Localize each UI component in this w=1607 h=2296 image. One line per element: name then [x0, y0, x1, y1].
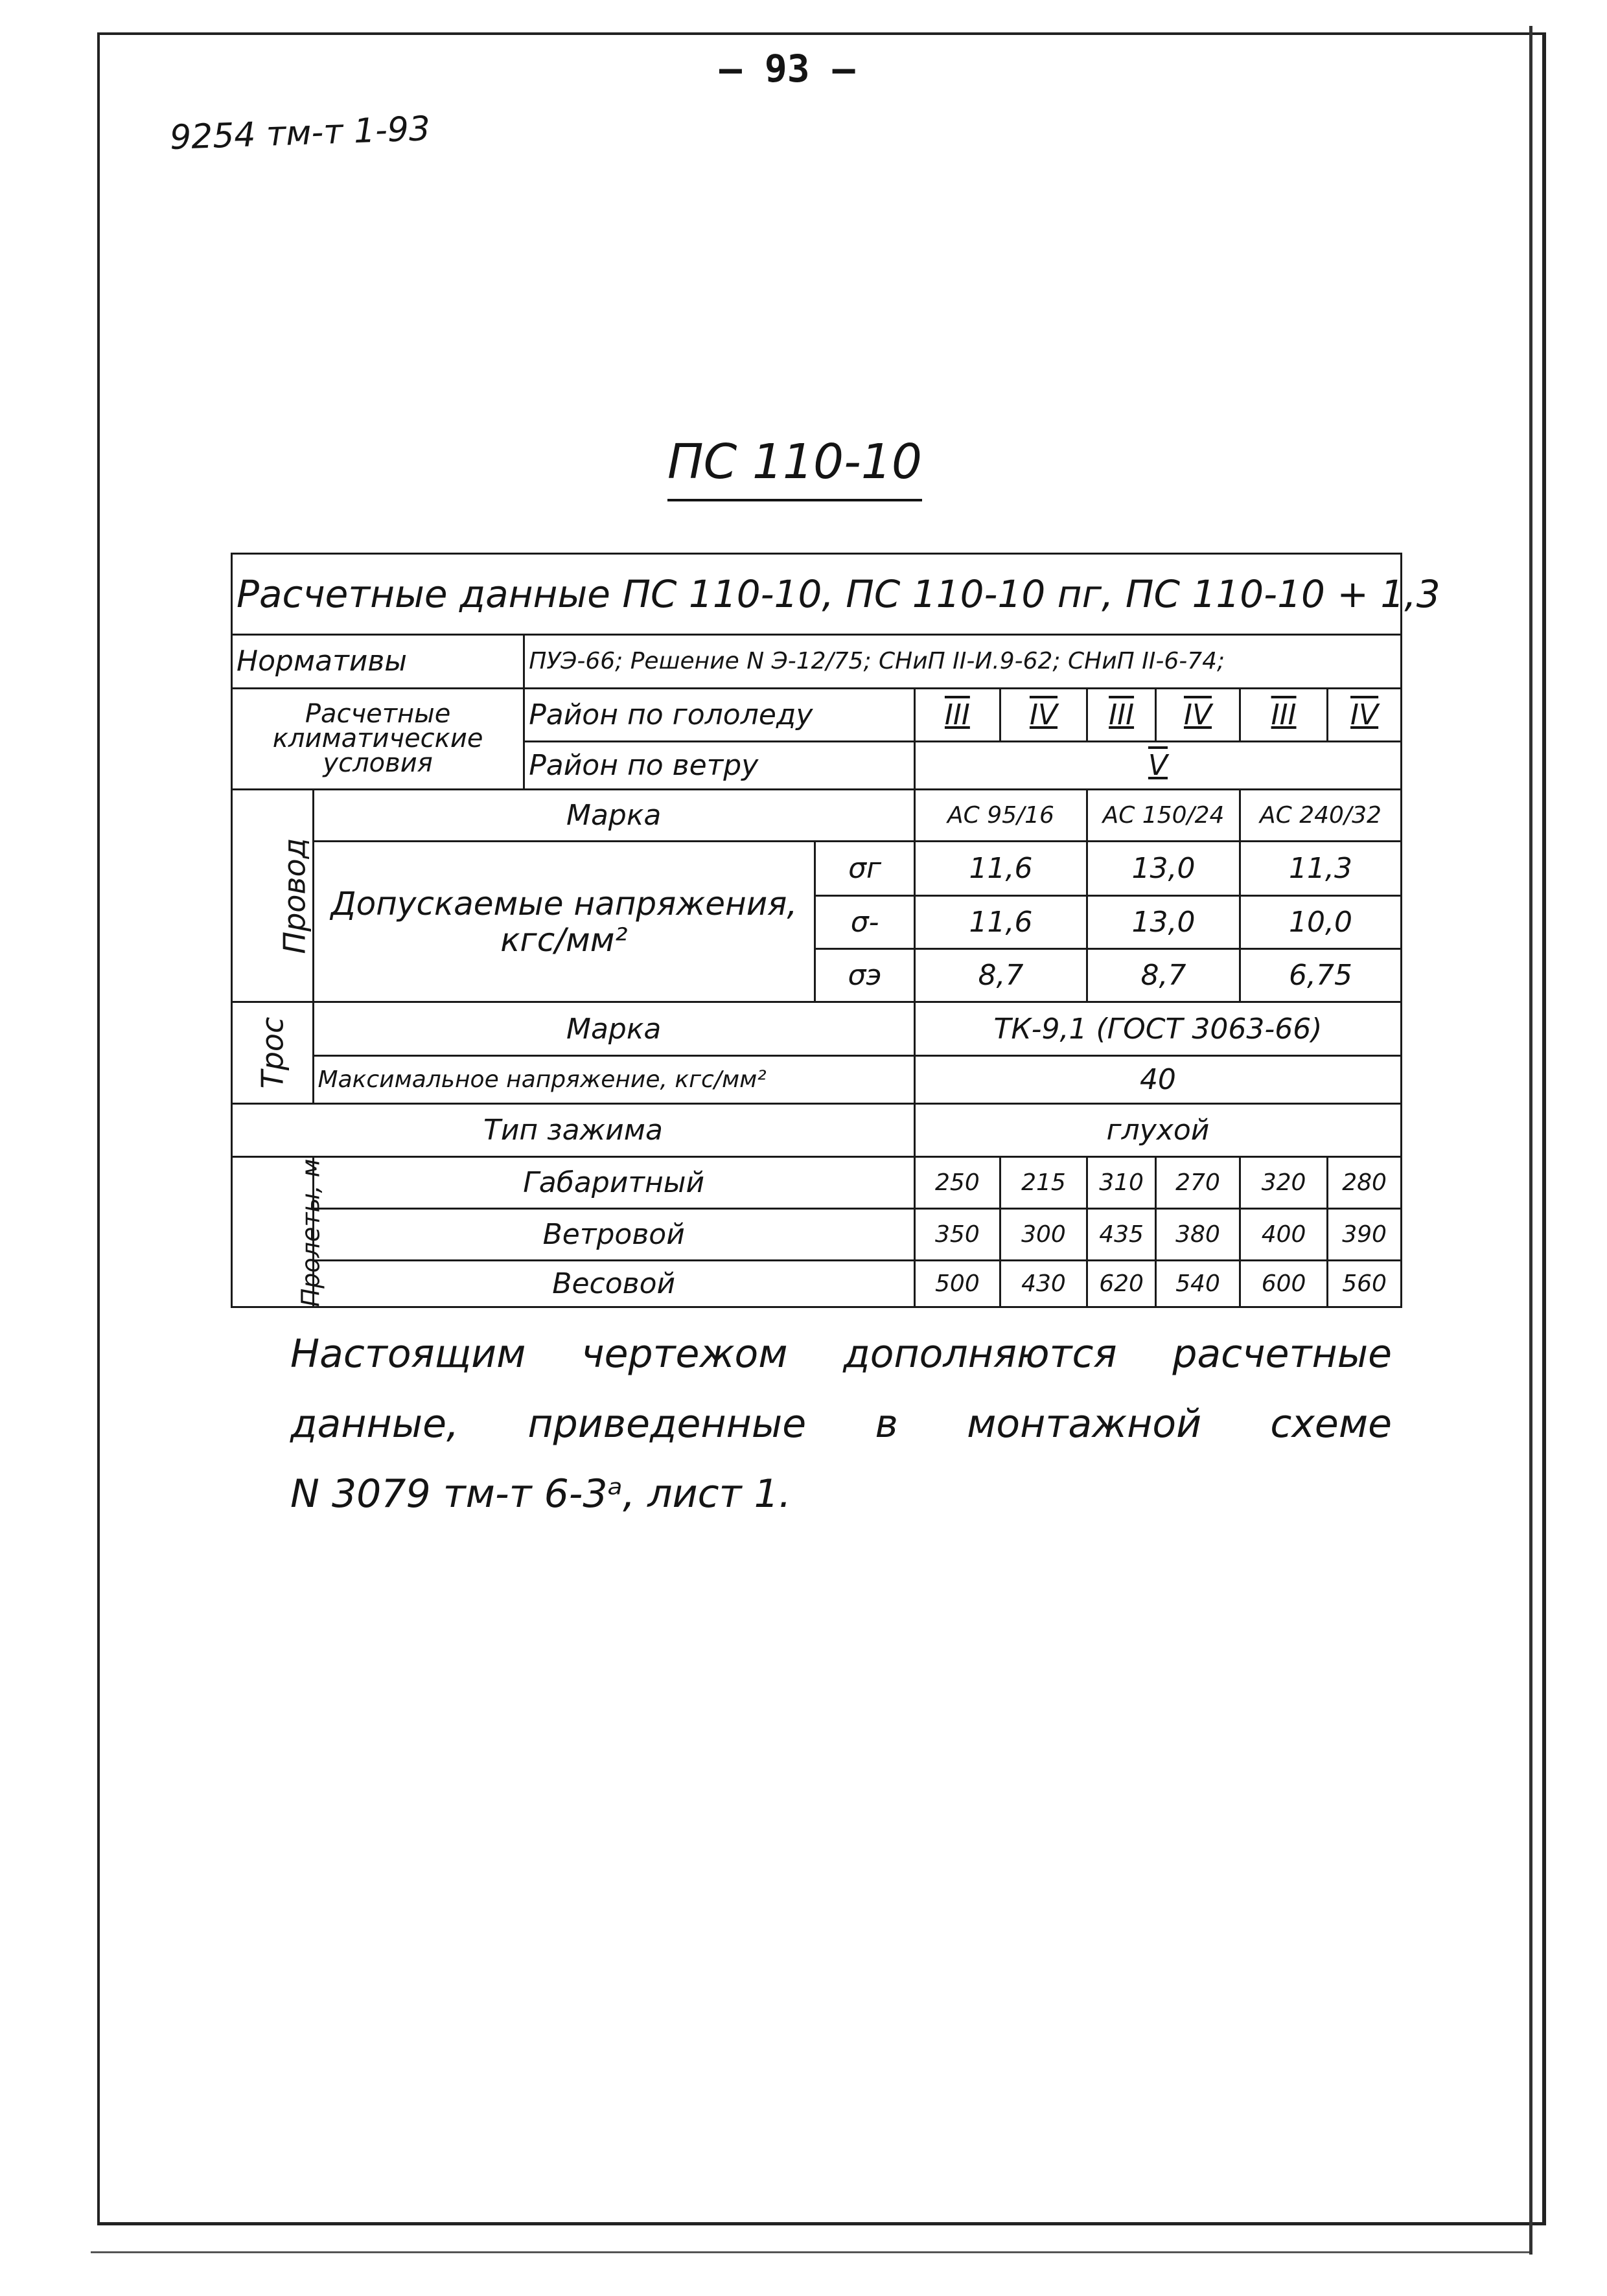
- span-value: 540: [1156, 1261, 1240, 1307]
- ice-region-cell: III: [1087, 688, 1156, 741]
- note-line: N 3079 тм-т 6-3ᵃ, лист 1.: [290, 1471, 791, 1517]
- span-row-label: Весовой: [313, 1261, 914, 1307]
- span-value: 560: [1328, 1261, 1402, 1307]
- norms-label: Нормативы: [232, 635, 524, 688]
- allowed-stress-label: Допускаемые напряжения, кгс/мм²: [313, 841, 815, 1002]
- table-heading: Расчетные данные ПС 110-10, ПС 110-10 пг, ПС 110-10 + 1,3: [232, 554, 1402, 635]
- sheet-edge-line: [1529, 26, 1532, 2255]
- cable-brand-label: Марка: [313, 1002, 914, 1055]
- stress-symbol: σэ: [815, 949, 915, 1002]
- span-value: 435: [1087, 1208, 1156, 1260]
- norms-value: ПУЭ-66; Решение N Э-12/75; СНиП II-И.9-62; СНиП II-6-74;: [524, 635, 1402, 688]
- span-value: 500: [914, 1261, 1000, 1307]
- clamp-type-label: Тип зажима: [232, 1103, 915, 1156]
- span-value: 280: [1328, 1156, 1402, 1208]
- span-row-label: Ветровой: [313, 1208, 914, 1260]
- sheet-bottom-rule: [91, 2251, 1529, 2253]
- sheet-title: ПС 110-10: [667, 434, 922, 501]
- span-value: 620: [1087, 1261, 1156, 1307]
- document-code: 9254 тм-т 1-93: [169, 109, 431, 157]
- span-value: 320: [1240, 1156, 1327, 1208]
- wire-group-label: Провод: [232, 789, 314, 1002]
- stress-value: 8,7: [1087, 949, 1240, 1002]
- spans-group-label: Пролеты, м: [232, 1156, 314, 1307]
- stress-value: 13,0: [1087, 896, 1240, 949]
- wind-region-value: V: [914, 741, 1401, 789]
- stress-value: 13,0: [1087, 841, 1240, 895]
- stress-value: 8,7: [914, 949, 1087, 1002]
- ice-region-cell: III: [1240, 688, 1327, 741]
- stress-value: 6,75: [1240, 949, 1401, 1002]
- wire-brand-cell: АС 240/32: [1240, 789, 1401, 841]
- span-row-label: Габаритный: [313, 1156, 914, 1208]
- ice-region-cell: IV: [1156, 688, 1240, 741]
- span-value: 215: [1000, 1156, 1087, 1208]
- stress-value: 10,0: [1240, 896, 1401, 949]
- span-value: 400: [1240, 1208, 1327, 1260]
- span-value: 270: [1156, 1156, 1240, 1208]
- page-number: – 93 –: [719, 47, 855, 91]
- stress-symbol: σг: [815, 841, 915, 895]
- span-value: 300: [1000, 1208, 1087, 1260]
- cable-brand-value: ТК-9,1 (ГОСТ 3063-66): [914, 1002, 1401, 1055]
- stress-value: 11,6: [914, 841, 1087, 895]
- span-value: 430: [1000, 1261, 1087, 1307]
- ice-region-cell: IV: [1000, 688, 1087, 741]
- design-data-table: [231, 553, 1440, 1308]
- wire-brand-cell: АС 150/24: [1087, 789, 1240, 841]
- explanatory-note: [290, 1319, 1392, 1529]
- ice-region-cell: IV: [1328, 688, 1402, 741]
- stress-value: 11,6: [914, 896, 1087, 949]
- clamp-type-value: глухой: [914, 1103, 1401, 1156]
- wire-brand-cell: АС 95/16: [914, 789, 1087, 841]
- max-stress-value: 40: [914, 1055, 1401, 1103]
- note-line: Настоящим чертежом дополняются расчетные: [290, 1331, 1392, 1377]
- span-value: 350: [914, 1208, 1000, 1260]
- span-value: 250: [914, 1156, 1000, 1208]
- span-value: 390: [1328, 1208, 1402, 1260]
- stress-value: 11,3: [1240, 841, 1401, 895]
- ice-region-cell: III: [914, 688, 1000, 741]
- ice-region-label: Район по гололеду: [524, 688, 915, 741]
- span-value: 380: [1156, 1208, 1240, 1260]
- cable-group-label: Трос: [232, 1002, 314, 1103]
- span-value: 310: [1087, 1156, 1156, 1208]
- span-value: 600: [1240, 1261, 1327, 1307]
- max-stress-label: Максимальное напряжение, кгс/мм²: [313, 1055, 914, 1103]
- note-line: данные, приведенные в монтажной схеме: [290, 1401, 1392, 1447]
- climate-conditions-label: Расчетные климатические условия: [232, 688, 524, 789]
- wire-brand-label: Марка: [313, 789, 914, 841]
- stress-symbol: σ-: [815, 896, 915, 949]
- wind-region-label: Район по ветру: [524, 741, 915, 789]
